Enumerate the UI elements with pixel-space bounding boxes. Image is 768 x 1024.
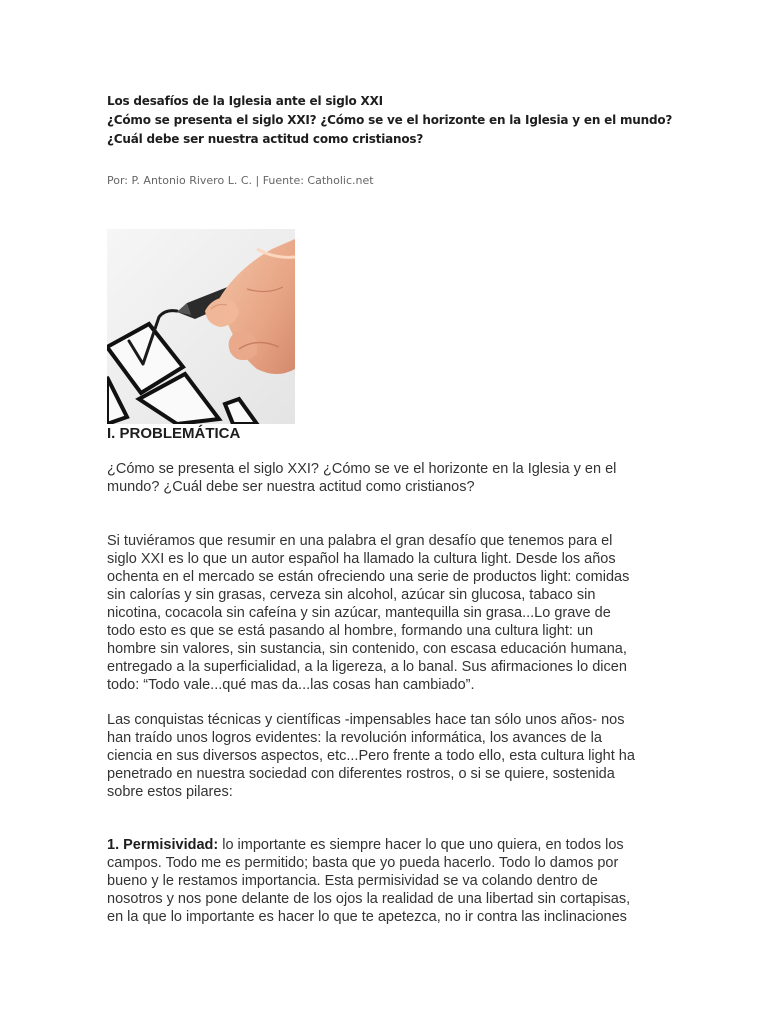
checklist-pen-icon bbox=[107, 229, 295, 424]
permisividad-text: lo importante es siempre hacer lo que uno quiera, en todos los bbox=[218, 837, 624, 853]
paragraph-line: nosotros y nos pone delante de los ojos la realidad de una libertad sin cortapisas, bbox=[107, 891, 631, 907]
paragraph-line: campos. Todo me es permitido; basta que yo pueda hacerlo. Todo lo damos por bbox=[107, 855, 619, 871]
article-subtitle-line: ¿Cuál debe ser nuestra actitud como cristianos? bbox=[107, 132, 424, 146]
article-heading bbox=[107, 92, 707, 149]
paragraph-line: nicotina, cocacola sin cafeína y sin azúcar, mantequilla sin grasa...Lo grave de bbox=[107, 605, 611, 621]
article-title: Los desafíos de la Iglesia ante el siglo XXI bbox=[107, 94, 383, 108]
paragraph-line: ¿Cómo se presenta el siglo XXI? ¿Cómo se ve el horizonte en la Iglesia y en el bbox=[107, 461, 617, 477]
paragraph-line: en la que lo importante es hacer lo que te apetezca, no ir contra las inclinaciones bbox=[107, 909, 627, 925]
paragraph-line: todo: “Todo vale...qué mas da...las cosas han cambiado”. bbox=[107, 677, 475, 693]
conquests-paragraph bbox=[107, 711, 667, 801]
article-subtitle-line: ¿Cómo se presenta el siglo XXI? ¿Cómo se ve el horizonte en la Iglesia y en el mundo? bbox=[107, 113, 673, 127]
paragraph-line: han traído unos logros evidentes: la revolución informática, los avances de la bbox=[107, 730, 602, 746]
intro-paragraph bbox=[107, 460, 667, 496]
paragraph-line: mundo? ¿Cuál debe ser nuestra actitud como cristianos? bbox=[107, 479, 475, 495]
paragraph-line: bueno y le restamos importancia. Esta permisividad se va colando dentro de bbox=[107, 873, 598, 889]
section-title: I. PROBLEMÁTICA bbox=[107, 425, 241, 442]
paragraph-line: ciencia en sus diversos aspectos, etc...Pero frente a todo ello, esta cultura light ha bbox=[107, 748, 635, 764]
permisividad-paragraph bbox=[107, 836, 667, 926]
paragraph-line: hombre sin valores, sin sustancia, sin contenido, con escasa educación humana, bbox=[107, 641, 627, 657]
permisividad-term: 1. Permisividad: bbox=[107, 837, 219, 853]
paragraph-line: penetrado en nuestra sociedad con diferentes rostros, o si se quiere, sostenida bbox=[107, 766, 615, 782]
paragraph-line: ochenta en el mercado se están ofreciendo una serie de productos light: comidas bbox=[107, 569, 630, 585]
paragraph-line: todo esto es que se está pasando al hombre, formando una cultura light: un bbox=[107, 623, 594, 639]
paragraph-line bbox=[107, 836, 667, 854]
paragraph-line: Si tuviéramos que resumir en una palabra el gran desafío que tenemos para el bbox=[107, 533, 613, 549]
paragraph-line: siglo XXI es lo que un autor español ha llamado la cultura light. Desde los años bbox=[107, 551, 616, 567]
byline: Por: P. Antonio Rivero L. C. | Fuente: Catholic.net bbox=[107, 174, 374, 187]
paragraph-line: entregado a la superficialidad, a la ligereza, a lo banal. Sus afirmaciones lo dicen bbox=[107, 659, 627, 675]
paragraph-line: Las conquistas técnicas y científicas -impensables hace tan sólo unos años- nos bbox=[107, 712, 625, 728]
light-culture-paragraph bbox=[107, 532, 667, 694]
paragraph-line: sobre estos pilares: bbox=[107, 784, 233, 800]
paragraph-line: sin calorías y sin grasas, cerveza sin alcohol, azúcar sin glucosa, tabaco sin bbox=[107, 587, 596, 603]
